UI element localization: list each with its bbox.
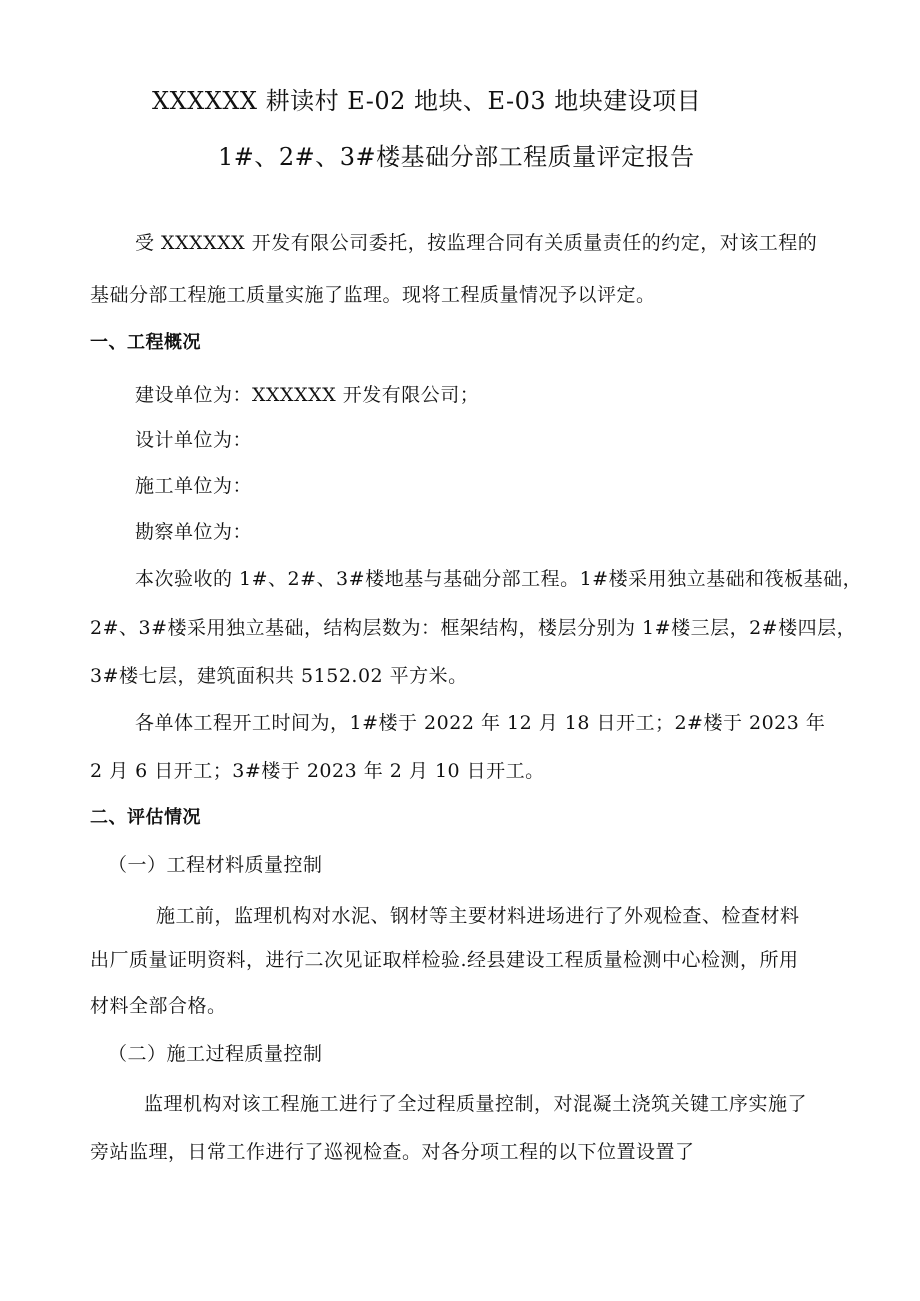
section-2-heading: 二、评估情况 [90, 807, 201, 828]
designer-line: 设计单位为： [135, 429, 253, 451]
description-line-3: 3#楼七层，建筑面积共 5152.02 平方米。 [90, 665, 468, 687]
constructor-line: 施工单位为： [135, 475, 253, 497]
process-line-1: 监理机构对该工程施工进行了全过程质量控制，对混凝土浇筑关键工序实施了 [144, 1093, 808, 1115]
subsection-1-heading: （一）工程材料质量控制 [108, 854, 323, 876]
subsection-2-heading: （二）施工过程质量控制 [108, 1043, 323, 1065]
title-line-1: XXXXXX 耕读村 E-02 地块、E-03 地块建设项目 [152, 87, 702, 115]
builder-line: 建设单位为：XXXXXX 开发有限公司； [135, 384, 480, 406]
description-line-1: 本次验收的 1#、2#、3#楼地基与基础分部工程。1#楼采用独立基础和筏板基础， [135, 568, 863, 590]
section-1-heading: 一、工程概况 [90, 332, 201, 353]
materials-line-1: 施工前，监理机构对水泥、钢材等主要材料进场进行了外观检查、检查材料 [156, 905, 800, 927]
description-line-2: 2#、3#楼采用独立基础，结构层数为：框架结构，楼层分别为 1#楼三层，2#楼四层， [90, 617, 857, 639]
process-line-2: 旁站监理，日常工作进行了巡视检查。对各分项工程的以下位置设置了 [90, 1141, 695, 1163]
start-date-line-2: 2 月 6 日开工；3#楼于 2023 年 2 月 10 日开工。 [90, 760, 545, 782]
surveyor-line: 勘察单位为： [135, 521, 253, 543]
start-date-line-1: 各单体工程开工时间为，1#楼于 2022 年 12 月 18 日开工；2#楼于 2023 年 [135, 712, 826, 734]
materials-line-3: 材料全部合格。 [90, 995, 227, 1017]
intro-line-2: 基础分部工程施工质量实施了监理。现将工程质量情况予以评定。 [90, 284, 656, 306]
materials-line-2: 出厂质量证明资料，进行二次见证取样检验.经县建设工程质量检测中心检测，所用 [90, 949, 799, 971]
title-line-2: 1#、2#、3#楼基础分部工程质量评定报告 [218, 143, 695, 171]
intro-line-1: 受 XXXXXX 开发有限公司委托，按监理合同有关质量责任的约定，对该工程的 [135, 232, 818, 254]
